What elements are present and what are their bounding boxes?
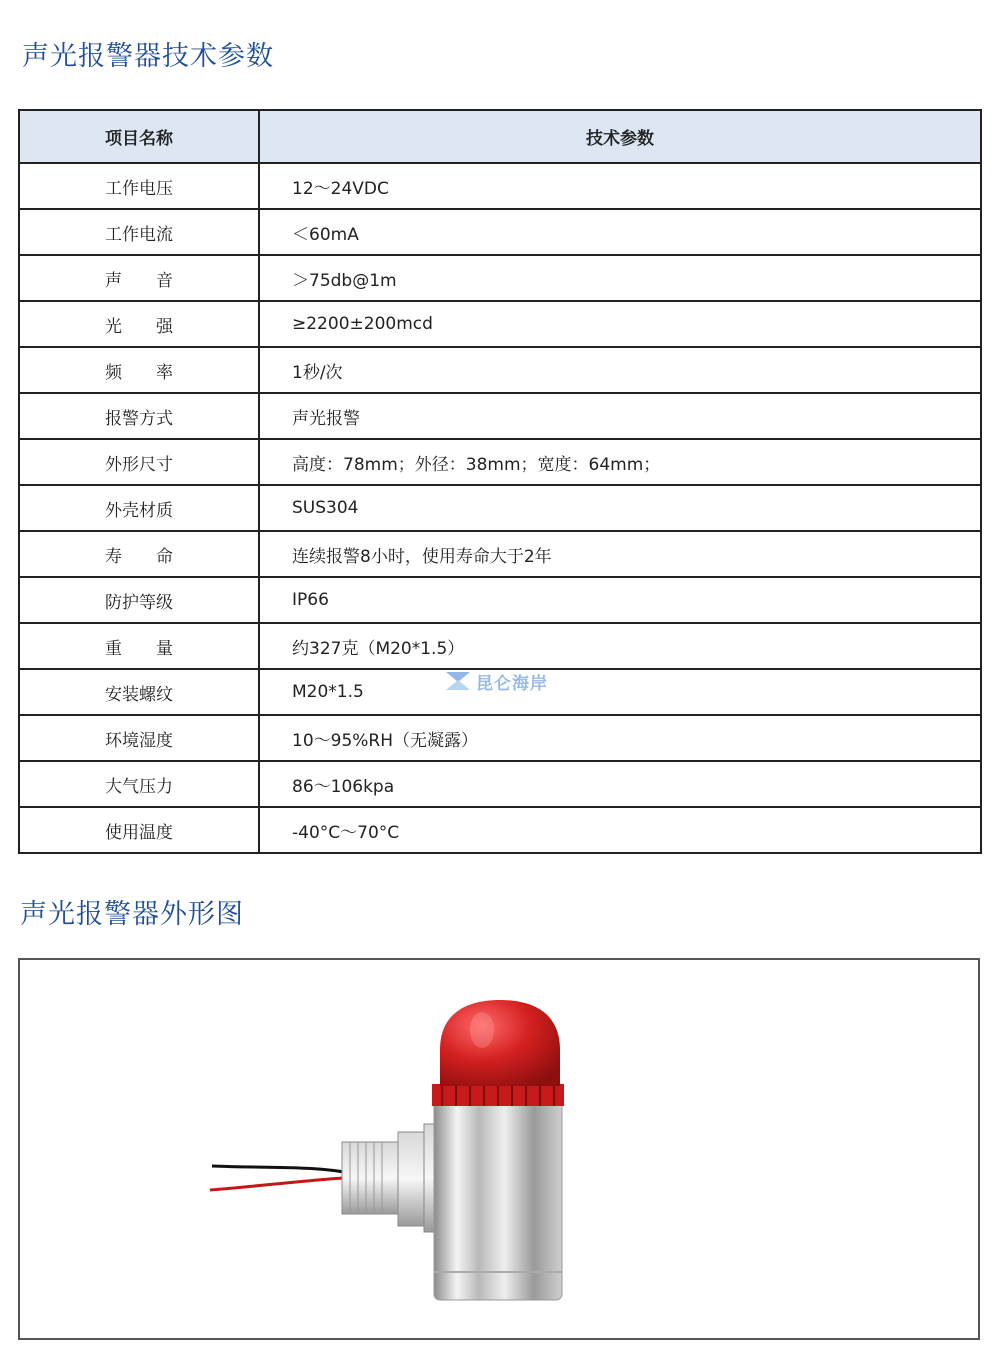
row-item-name: 声 音 — [19, 255, 259, 301]
table-header-row — [19, 110, 981, 163]
row-item-value: ≥2200±200mcd — [259, 301, 981, 347]
table-row — [19, 347, 981, 393]
row-item-value: 约327克（M20*1.5） — [259, 623, 981, 669]
row-item-name: 报警方式 — [19, 393, 259, 439]
header-tech-param: 技术参数 — [259, 110, 981, 163]
spec-section-title: 声光报警器技术参数 — [22, 41, 274, 72]
row-item-value: SUS304 — [259, 485, 981, 531]
row-item-value: IP66 — [259, 577, 981, 623]
table-row — [19, 807, 981, 853]
row-item-value: ＞75db@1m — [259, 255, 981, 301]
table-row — [19, 393, 981, 439]
row-item-name: 寿 命 — [19, 531, 259, 577]
table-row — [19, 301, 981, 347]
table-row — [19, 255, 981, 301]
watermark — [444, 668, 564, 694]
row-item-value: 12～24VDC — [259, 163, 981, 209]
row-item-value: M20*1.5 — [259, 669, 981, 715]
row-item-value: 声光报警 — [259, 393, 981, 439]
row-item-name: 环境湿度 — [19, 715, 259, 761]
spec-table-body — [19, 163, 981, 853]
row-item-name: 大气压力 — [19, 761, 259, 807]
row-item-value: 连续报警8小时，使用寿命大于2年 — [259, 531, 981, 577]
row-item-value: -40°C～70°C — [259, 807, 981, 853]
table-row — [19, 531, 981, 577]
table-row — [19, 163, 981, 209]
table-row — [19, 623, 981, 669]
product-figure — [18, 958, 980, 1340]
row-item-name: 重 量 — [19, 623, 259, 669]
row-item-value: 10～95%RH（无凝露） — [259, 715, 981, 761]
row-item-name: 光 强 — [19, 301, 259, 347]
table-row — [19, 439, 981, 485]
row-item-name: 安装螺纹 — [19, 669, 259, 715]
figure-section-title: 声光报警器外形图 — [20, 899, 244, 930]
row-item-name: 工作电流 — [19, 209, 259, 255]
alarm-device-image — [20, 960, 978, 1338]
row-item-value: 1秒/次 — [259, 347, 981, 393]
row-item-name: 防护等级 — [19, 577, 259, 623]
table-row — [19, 761, 981, 807]
table-row — [19, 577, 981, 623]
row-item-value: 高度：78mm；外径：38mm；宽度：64mm； — [259, 439, 981, 485]
watermark-text: 昆仑海岸 — [476, 673, 548, 694]
row-item-value: 86～106kpa — [259, 761, 981, 807]
header-item-name: 项目名称 — [19, 110, 259, 163]
table-row — [19, 209, 981, 255]
row-item-value: ＜60mA — [259, 209, 981, 255]
row-item-name: 外形尺寸 — [19, 439, 259, 485]
spec-table — [18, 109, 982, 854]
table-row — [19, 715, 981, 761]
row-item-name: 工作电压 — [19, 163, 259, 209]
row-item-name: 外壳材质 — [19, 485, 259, 531]
logo-icon — [444, 670, 472, 692]
row-item-name: 使用温度 — [19, 807, 259, 853]
table-row — [19, 485, 981, 531]
row-item-name: 频 率 — [19, 347, 259, 393]
